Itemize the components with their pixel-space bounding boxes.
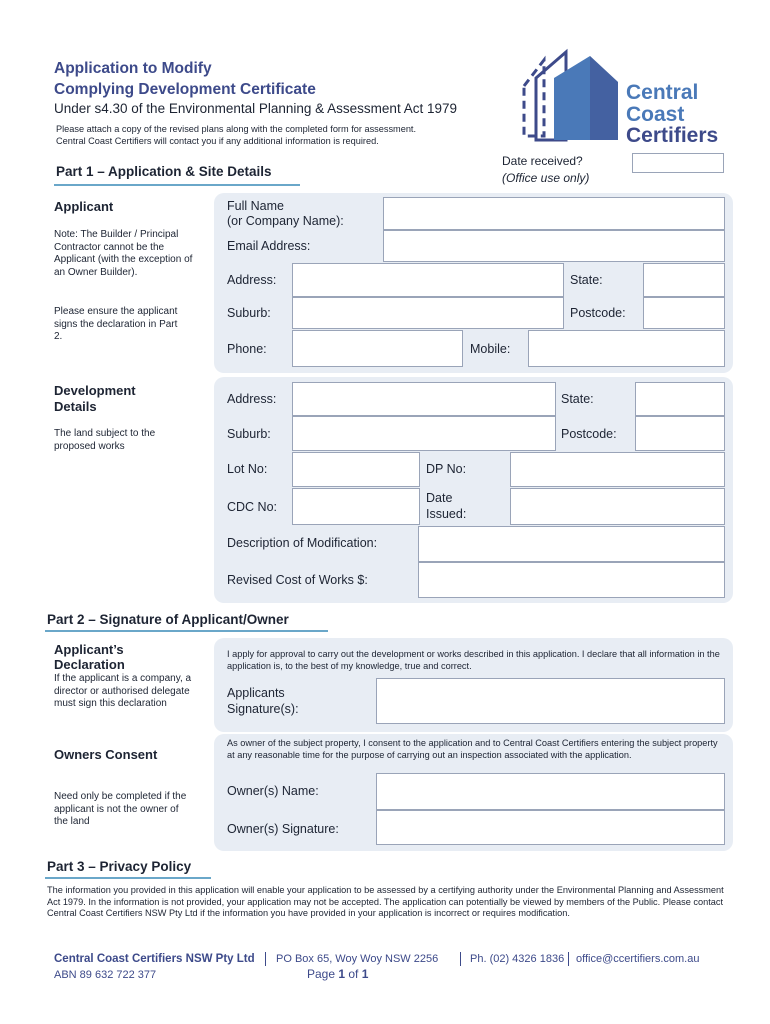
declaration-title-2: Declaration [54, 657, 125, 672]
mobile-input[interactable] [528, 330, 725, 367]
owners-consent-title: Owners Consent [54, 747, 158, 762]
part1-underline [54, 184, 300, 186]
privacy-text: The information you provided in this application will enable your application to be assessed by a certifying authority under the Environmental Planning and Assessment Act 1979. In the information is not provided, your application may not be accepted. The application can potentially be viewed by members of the Public. Please contact Central Coast Certifiers NSW Pty Ltd if the information you have provided in your application is incorrect or requires modification. [47, 885, 724, 918]
applicant-postcode-input[interactable] [643, 297, 725, 329]
declaration-text: I apply for approval to carry out the development or works described in this application. I declare that all information in the application is, to the best of my knowledge, true and correct. [227, 649, 720, 671]
full-name-input[interactable] [383, 197, 725, 230]
dev-postcode-label: Postcode: [561, 427, 617, 441]
owners-consent-text: As owner of the subject property, I consent to the application and to Central Coast Certifiers entering the subject property at any reasonable time for the purpose of carrying out an inspection associated with the application. [227, 738, 718, 760]
part2-underline [45, 630, 328, 632]
cdc-label: CDC No: [227, 500, 278, 514]
applicant-signature-label-2: Signature(s): [227, 702, 299, 716]
lot-label: Lot No: [227, 462, 268, 476]
page-total: 1 [361, 967, 369, 981]
office-use-label: (Office use only) [502, 171, 590, 185]
full-name-label-2: (or Company Name): [227, 214, 344, 228]
part3-heading: Part 3 – Privacy Policy [47, 859, 192, 874]
date-received-label: Date received? [502, 154, 583, 168]
date-issued-label-2: Issued: [426, 507, 467, 521]
dev-state-label: State: [561, 392, 594, 406]
footer-divider-1 [265, 952, 266, 966]
applicant-address-input[interactable] [292, 263, 564, 297]
logo-line1: Central [626, 81, 699, 104]
applicant-state-input[interactable] [643, 263, 725, 297]
footer-divider-2 [460, 952, 461, 966]
part1-heading: Part 1 – Application & Site Details [56, 164, 272, 179]
description-label: Description of Modification: [227, 536, 378, 550]
applicant-title: Applicant [54, 199, 114, 214]
cost-input[interactable] [418, 562, 725, 598]
footer-company: Central Coast Certifiers NSW Pty Ltd [54, 953, 255, 965]
lot-input[interactable] [292, 452, 420, 487]
dev-postcode-input[interactable] [635, 416, 725, 451]
date-issued-input[interactable] [510, 488, 725, 525]
owner-name-input[interactable] [376, 773, 725, 810]
applicant-note1: Note: The Builder / Principal Contractor cannot be the Applicant (with the exception of an Owner Builder). [54, 229, 193, 278]
date-received-input[interactable] [632, 153, 724, 173]
intro-line2: Central Coast Certifiers will contact you if any additional information is required. [56, 136, 379, 146]
applicant-address-label: Address: [227, 273, 277, 287]
footer-abn: ABN 89 632 722 377 [54, 969, 157, 981]
dev-address-input[interactable] [292, 382, 556, 416]
cost-label: Revised Cost of Works $: [227, 573, 368, 587]
declaration-title-1: Applicant’s [54, 642, 124, 657]
intro-line1: Please attach a copy of the revised plans along with the completed form for assessment. [56, 124, 417, 134]
email-input[interactable] [383, 230, 725, 262]
owner-signature-label: Owner(s) Signature: [227, 822, 339, 836]
description-input[interactable] [418, 526, 725, 562]
form-title-line2: Complying Development Certificate [54, 81, 316, 98]
dp-input[interactable] [510, 452, 725, 487]
footer-email[interactable]: office@ccertifiers.com.au [576, 953, 700, 965]
owner-name-label: Owner(s) Name: [227, 784, 319, 798]
footer-po: PO Box 65, Woy Woy NSW 2256 [276, 953, 439, 965]
logo-line3: Certifiers [626, 124, 719, 147]
page-of: of [345, 967, 362, 981]
footer-divider-3 [568, 952, 569, 966]
mobile-label: Mobile: [470, 342, 511, 356]
form-subtitle: Under s4.30 of the Environmental Planning & Assessment Act 1979 [54, 101, 457, 116]
applicant-state-label: State: [570, 273, 603, 287]
applicant-postcode-label: Postcode: [570, 306, 626, 320]
page-prefix: Page [307, 967, 339, 981]
applicant-suburb-label: Suburb: [227, 306, 271, 320]
development-title-2: Details [54, 399, 97, 414]
applicant-signature-input[interactable] [376, 678, 725, 724]
applicant-suburb-input[interactable] [292, 297, 564, 329]
logo-line2: Coast [626, 103, 685, 126]
form-title-line1: Application to Modify [54, 60, 212, 77]
phone-input[interactable] [292, 330, 463, 367]
full-name-label-1: Full Name [227, 199, 284, 213]
dev-suburb-label: Suburb: [227, 427, 271, 441]
dp-label: DP No: [426, 462, 467, 476]
phone-label: Phone: [227, 342, 267, 356]
development-title-1: Development [54, 383, 136, 398]
owners-consent-note: Need only be completed if the applicant is not the owner of the land [54, 791, 187, 827]
page-number [307, 967, 368, 981]
email-label: Email Address: [227, 239, 311, 253]
dev-suburb-input[interactable] [292, 416, 556, 451]
dev-state-input[interactable] [635, 382, 725, 416]
owner-signature-input[interactable] [376, 810, 725, 845]
houses-icon [514, 48, 624, 148]
part3-underline [45, 877, 211, 879]
applicant-signature-label-1: Applicants [227, 686, 285, 700]
page-current: 1 [338, 967, 346, 981]
dev-address-label: Address: [227, 392, 277, 406]
date-issued-label-1: Date [426, 491, 453, 505]
applicant-note2: Please ensure the applicant signs the declaration in Part 2. [54, 306, 178, 342]
cdc-input[interactable] [292, 488, 420, 525]
footer-phone: Ph. (02) 4326 1836 [470, 953, 565, 965]
declaration-note: If the applicant is a company, a director or authorised delegate must sign this declaration [54, 673, 192, 709]
company-logo [514, 48, 724, 148]
part2-heading: Part 2 – Signature of Applicant/Owner [47, 612, 289, 627]
development-note: The land subject to the proposed works [54, 428, 156, 452]
